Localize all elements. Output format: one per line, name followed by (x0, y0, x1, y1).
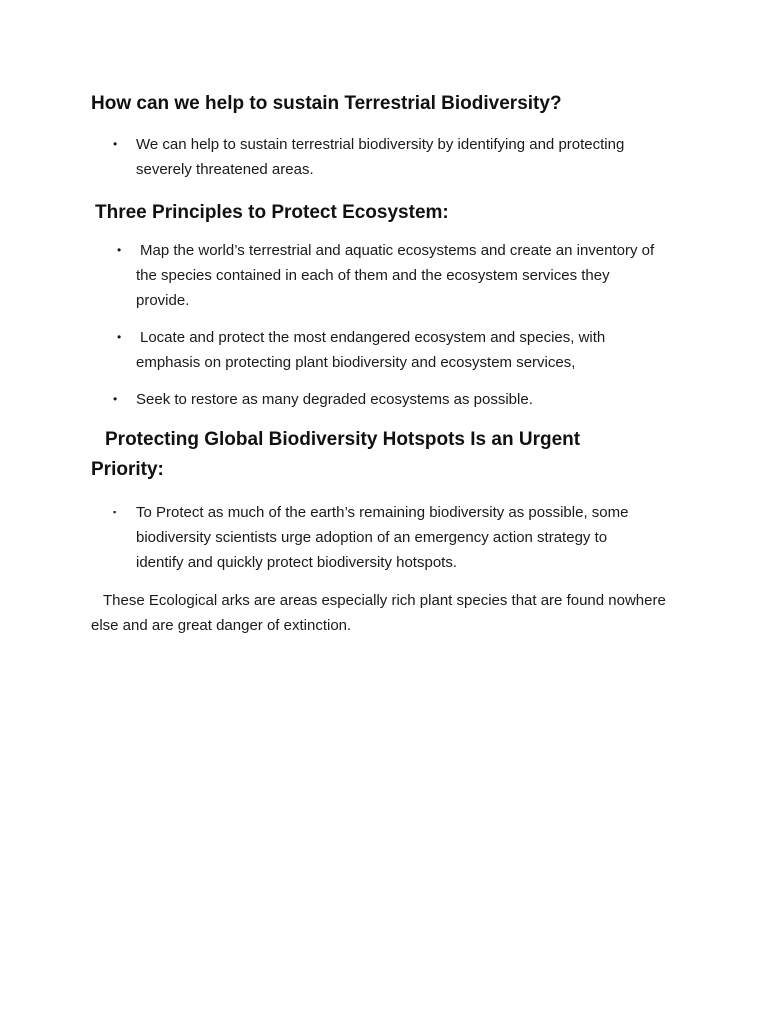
list-item (117, 325, 656, 375)
bullet-icon: • (113, 137, 118, 151)
principles-bullet-list (113, 238, 656, 424)
list-item (117, 238, 656, 313)
bullet-icon: • (117, 330, 122, 344)
ecological-arks-paragraph: These Ecological arks are areas especially rich plant species that are found nowhere else and are great danger of extinction. (91, 592, 666, 634)
heading-hotspots-priority: Protecting Global Biodiversity Hotspots Is an Urgent Priority: (91, 429, 581, 480)
square-bullet-icon: ▪ (113, 507, 117, 517)
list-item (113, 500, 656, 575)
bullet-icon: • (113, 392, 118, 406)
list-item (113, 132, 636, 182)
list-item (113, 387, 656, 412)
list-item-text: To Protect as much of the earth’s remaining biodiversity as possible, some biodiversity scientists urge adoption of an emergency action strategy to identify and quickly protect biodiversity hotspots. (136, 504, 629, 571)
list-item-text: We can help to sustain terrestrial biodiversity by identifying and protecting severely threatened areas. (136, 136, 625, 178)
hotspots-bullet-list (113, 500, 656, 575)
sustain-bullet-list (113, 132, 636, 182)
list-item-text: Locate and protect the most endangered ecosystem and species, with emphasis on protecting plant biodiversity and ecosystem services, (136, 329, 606, 371)
heading-three-principles: Three Principles to Protect Ecosystem: (95, 202, 449, 223)
list-item-text: Map the world’s terrestrial and aquatic ecosystems and create an inventory of the species contained in each of them and the ecosystem services they provide. (136, 242, 655, 309)
bullet-icon: • (117, 243, 122, 257)
list-item-text: Seek to restore as many degraded ecosystems as possible. (136, 391, 533, 408)
heading-sustain-biodiversity: How can we help to sustain Terrestrial Biodiversity? (91, 93, 562, 114)
